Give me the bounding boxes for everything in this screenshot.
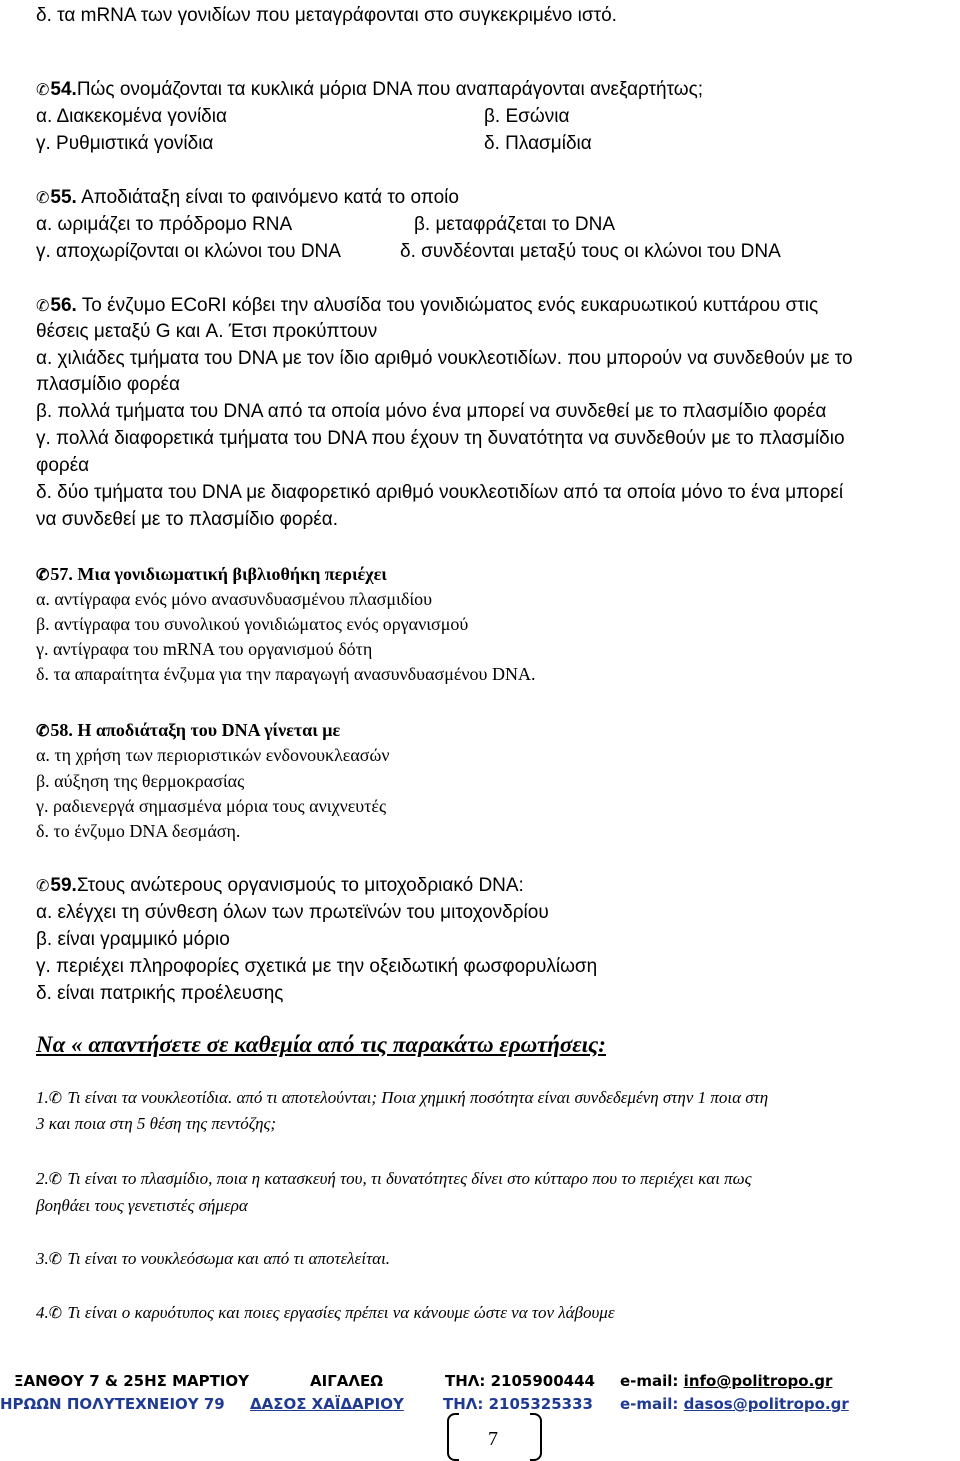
q56-line-1: ✆56. Το ένζυμο ECoRI κόβει την αλυσίδα του γονιδιώματος ενός ευκαρυωτικού κυττάρου στις: [36, 295, 819, 316]
phone-icon: ✆: [36, 190, 50, 207]
q56-option-d-cont: να συνδεθεί με το πλασμίδιο φορέα.: [36, 509, 339, 530]
q56-option-a-cont: πλασμίδιο φορέα: [36, 374, 180, 395]
footer-email-link-1[interactable]: info@politropo.gr: [683, 1372, 833, 1390]
q59-option-g: γ. περιέχει πληροφορίες σχετικά με την οξειδωτική φωσφορυλίωση: [36, 956, 598, 977]
q58-title: ✆58. Η αποδιάταξη του DNA γίνεται με: [36, 720, 341, 740]
q56-option-a: α. χιλιάδες τμήματα του DNA με τον ίδιο αριθμό νουκλεοτιδίων. που μπορούν να συνδεθούν με το: [36, 348, 853, 369]
q54-option-a: α. Διακεκομένα γονίδια: [36, 106, 227, 127]
q58-option-a: α. τη χρήση των περιοριστικών ενδονουκλεασών: [36, 745, 390, 765]
page-number-left-bracket: [447, 1413, 459, 1461]
q59-option-b: β. είναι γραμμικό μόριο: [36, 929, 230, 950]
prev-answer-d: δ. τα mRNA των γονιδίων που μεταγράφονται στο συγκεκριμένο ιστό.: [36, 5, 617, 26]
phone-icon: ✆: [48, 1251, 63, 1268]
open-question-2: 2.✆ Τι είναι το πλασμίδιο, ποια η κατασκευή του, τι δυνατότητες δίνει στο κύτταρο που το περιέχει και πως: [36, 1169, 752, 1188]
phone-icon: ✆: [36, 82, 50, 99]
q55-option-g: γ. αποχωρίζονται οι κλώνοι του DNA: [36, 241, 341, 262]
q57-option-a: α. αντίγραφα ενός μόνο ανασυνδυασμένου πλασμιδίου: [36, 589, 433, 609]
q56-option-g-cont: φορέα: [36, 455, 90, 476]
footer-email-link-2[interactable]: dasos@politropo.gr: [683, 1395, 849, 1413]
q54-title: ✆54.Πώς ονομάζονται τα κυκλικά μόρια DNA που αναπαράγονται ανεξαρτήτως;: [36, 79, 704, 100]
open-question-4: 4.✆ Τι είναι ο καρυότυπος και ποιες εργασίες πρέπει να κάνουμε ώστε να τον λάβουμε: [36, 1303, 615, 1322]
section-heading: Να « απαντήσετε σε καθεμία από τις παρακάτω ερωτήσεις:: [36, 1032, 606, 1057]
phone-icon: ✆: [36, 298, 50, 315]
q58-option-g: γ. ραδιενεργά σημασμένα μόρια τους ανιχνευτές: [36, 796, 387, 816]
footer-address-1: ΞΑΝΘΟΥ 7 & 25ΗΣ ΜΑΡΤΙΟΥ: [14, 1372, 250, 1390]
q56-option-g: γ. πολλά διαφορετικά τμήματα του DNA που έχουν τη δυνατότητα να συνδεθούν με το πλασμίδιο: [36, 428, 845, 449]
phone-icon: ✆: [36, 567, 50, 584]
open-question-1-cont: 3 και ποια στη 5 θέση της πεντόζης;: [36, 1114, 277, 1133]
q57-option-g: γ. αντίγραφα του mRNA του οργανισμού δότη: [36, 639, 373, 659]
q57-option-b: β. αντίγραφα του συνολικού γονιδιώματος ενός οργανισμού: [36, 614, 469, 634]
open-question-1: 1.✆ Τι είναι τα νουκλεοτίδια. από τι αποτελούνται; Ποια χημική ποσότητα είναι συνδεδεμένη στην 1 ποια στη: [36, 1088, 769, 1107]
footer-area-2: ΔΑΣΟΣ ΧΑΪΔΑΡΙΟΥ: [250, 1395, 404, 1413]
page-number-right-bracket: [530, 1413, 542, 1461]
q58-option-d: δ. το ένζυμο DNA δεσμάση.: [36, 821, 241, 841]
open-question-3: 3.✆ Τι είναι το νουκλεόσωμα και από τι αποτελείται.: [36, 1249, 391, 1268]
q56-line-2: θέσεις μεταξύ G και A. Έτσι προκύπτουν: [36, 321, 378, 342]
q55-option-b: β. μεταφράζεται το DNA: [414, 214, 616, 235]
footer-address-2: ΗΡΩΩΝ ΠΟΛΥΤΕΧΝΕΙΟΥ 79: [0, 1395, 225, 1413]
phone-icon: ✆: [48, 1305, 63, 1322]
q54-option-b: β. Εσώνια: [484, 106, 570, 127]
q59-title: ✆59.Στους ανώτερους οργανισμούς το μιτοχοδριακό DNA:: [36, 875, 524, 896]
footer-email-2: e-mail: dasos@politropo.gr: [620, 1395, 849, 1413]
q57-title: ✆57. Μια γονιδιωματική βιβλιοθήκη περιέχει: [36, 564, 387, 584]
open-question-2-cont: βοηθάει τους γενετιστές σήμερα: [36, 1196, 248, 1215]
q56-option-b: β. πολλά τμήματα του DNA από τα οποία μόνο ένα μπορεί να συνδεθεί με το πλασμίδιο φορέα: [36, 401, 827, 422]
footer-phone-1: ΤΗΛ: 2105900444: [445, 1372, 595, 1390]
phone-icon: ✆: [48, 1171, 63, 1188]
phone-icon: ✆: [48, 1090, 63, 1107]
q55-option-a: α. ωριμάζει το πρόδρομο RNA: [36, 214, 293, 235]
q54-option-d: δ. Πλασμίδια: [484, 133, 592, 154]
q57-option-d: δ. τα απαραίτητα ένζυμα για την παραγωγή ανασυνδυασμένου DNA.: [36, 664, 536, 684]
q55-option-d: δ. συνδέονται μεταξύ τους οι κλώνοι του DNA: [400, 241, 781, 262]
footer-phone-2: ΤΗΛ: 2105325333: [443, 1395, 593, 1413]
q55-title: ✆55. Αποδιάταξη είναι το φαινόμενο κατά το οποίο: [36, 187, 459, 208]
footer-email-1: e-mail: info@politropo.gr: [620, 1372, 833, 1390]
page-number: 7: [488, 1428, 498, 1450]
phone-icon: ✆: [36, 878, 50, 895]
phone-icon: ✆: [36, 723, 50, 740]
q59-option-a: α. ελέγχει τη σύνθεση όλων των πρωτεϊνών του μιτοχονδρίου: [36, 902, 549, 923]
q56-option-d: δ. δύο τμήματα του DNA με διαφορετικό αριθμό νουκλεοτιδίων από τα οποία μόνο το ένα μπορεί: [36, 482, 844, 503]
q59-option-d: δ. είναι πατρικής προέλευσης: [36, 983, 284, 1004]
q58-option-b: β. αύξηση της θερμοκρασίας: [36, 771, 245, 791]
footer-area-1: ΑΙΓΑΛΕΩ: [310, 1372, 383, 1390]
q54-option-g: γ. Ρυθμιστικά γονίδια: [36, 133, 214, 154]
